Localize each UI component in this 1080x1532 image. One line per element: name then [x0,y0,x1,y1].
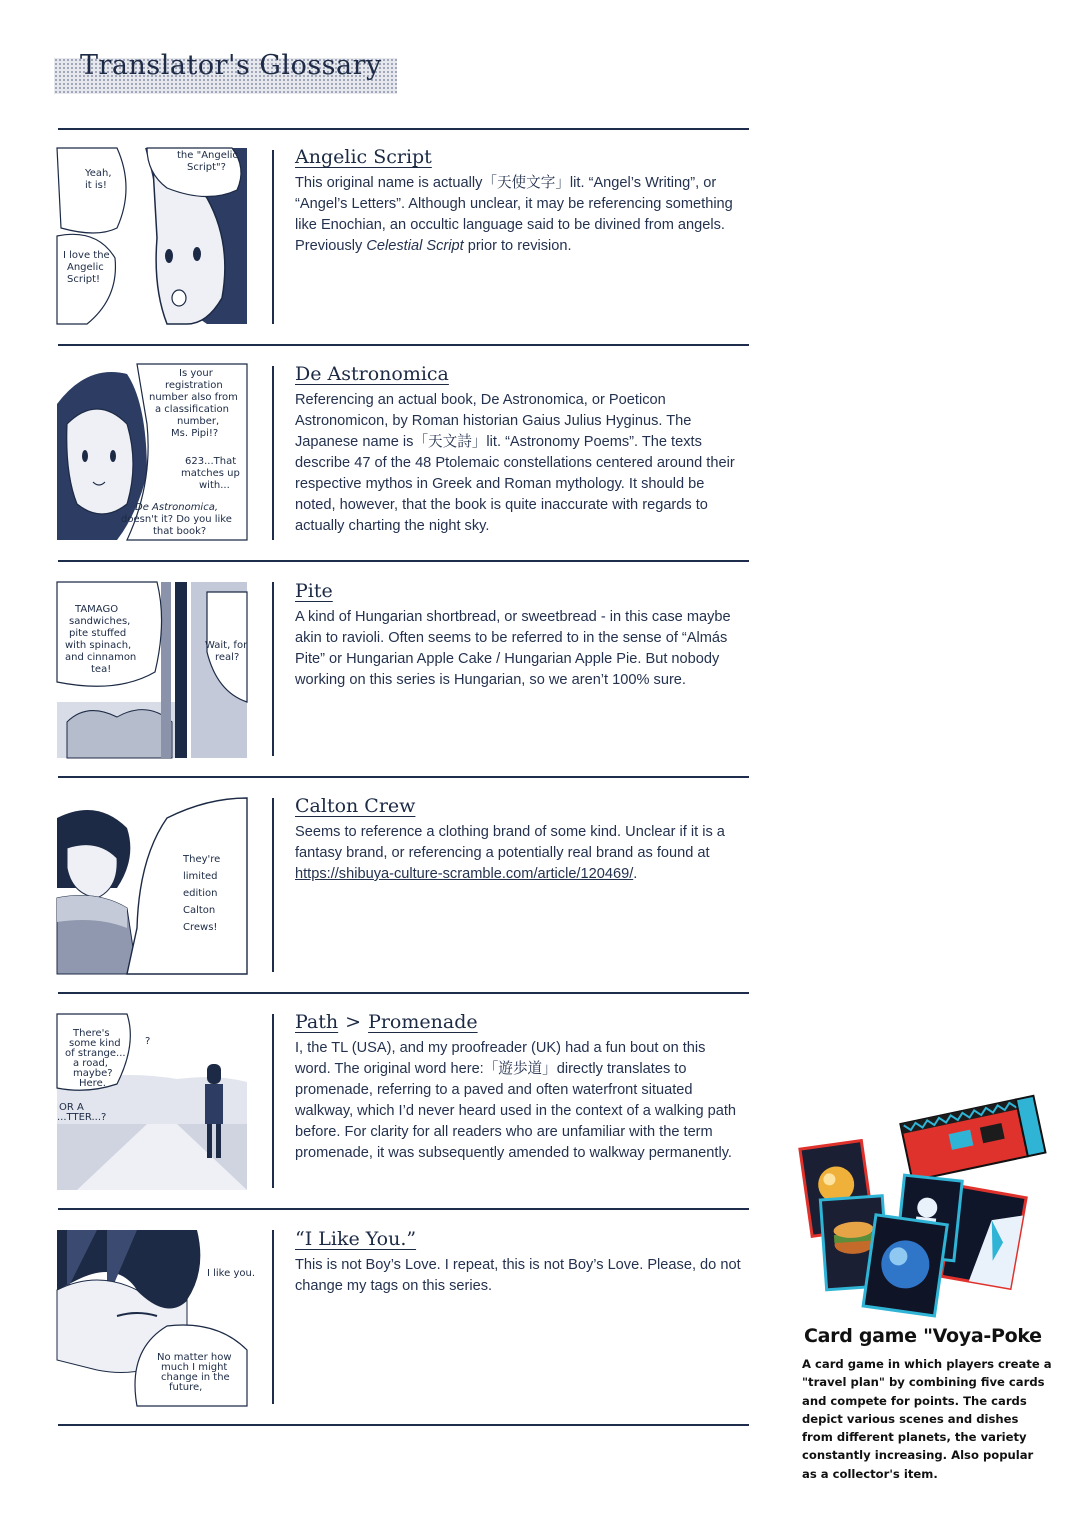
entry-title: “I Like You.” [295,1228,417,1250]
speech-bubble-text: I like you. [207,1268,256,1279]
entry-body: Referencing an actual book, De Astronomica, or Poeticon Astronomicon, by Roman historian Gaius Julius Hyginus. The Japanese name is「天文詩」lit. “Astronomy Poems”. The texts describe 47 of the 48 Ptolemaic constellations centered around their respective mythos in Greek and Roman mythology. It should be noted, however, that the book is quite inaccurate with regards to actually charting the night sky. [295,392,735,534]
speech-bubble-text: Ms. Pipi!? [171,428,219,439]
section-divider [58,128,749,130]
speech-bubble-text: Is your [179,368,213,379]
speech-bubble-text: ? [145,1036,151,1047]
speech-bubble-text: ...TTER...? [57,1112,107,1123]
column-separator [272,1230,274,1404]
entry-body: A kind of Hungarian shortbread, or sweetbread - in this case maybe akin to ravioli. Often seems to be referred to in the sense of “Almás Pite” or Hungarian Apple Cake / Hungarian Apple Pie. But nobody working on this series is Hungarian, so we aren’t 100% sure. [295,609,731,688]
column-separator [272,366,274,540]
speech-bubble-text: Crews! [183,922,218,933]
speech-bubble-text: OR A [59,1102,84,1113]
section-divider [58,560,749,562]
speech-bubble-text: Wait, for [205,640,248,651]
speech-bubble-text: Yeah, [85,168,112,179]
card-game-description: A card game in which players create a "travel plan" by combining five cards and compete for points. The cards depict various scenes and dishes from different planets, the variety constantly increasing. Also popular as a collector's item. [802,1357,1052,1481]
speech-bubble-text: with... [199,480,230,491]
speech-bubble-text: No matter how [157,1352,232,1363]
column-separator [272,1014,274,1188]
speech-bubble-text: limited [183,871,218,882]
speech-bubble-text: I love the [63,250,110,261]
card-game-title: Card game "Voya-Poke [804,1325,1042,1347]
entry-body: This original name is actually「天使文字」lit. “Angel’s Writing”, or “Angel’s Letters”. Although unclear, it may be referencing something like Enochian, an occultic language said to be divined from angels. Previously Celestial Script prior to revision. [295,175,733,254]
speech-bubble-text: a road, [73,1058,108,1069]
section-divider [58,776,749,778]
section-divider [58,1424,749,1426]
speech-bubble-text: that book? [153,526,207,537]
section-divider [58,344,749,346]
speech-bubble-text: a classification [155,404,229,415]
manga-panel-pite [57,582,247,758]
speech-bubble-text: Script! [67,274,101,285]
speech-bubble-text: 623...That [185,456,237,467]
speech-bubble-text: Script"? [187,162,226,173]
section-divider [58,992,749,994]
column-separator [272,798,274,972]
speech-bubble-text: pite stuffed [69,628,127,639]
card-game-illustration [800,1100,1050,1315]
speech-bubble-text: number also from [149,392,238,403]
speech-bubble-text: of strange... [65,1048,126,1059]
entry-title: Calton Crew [295,795,416,817]
speech-bubble-text: sandwiches, [69,616,131,627]
column-separator [272,150,274,324]
speech-bubble-text: TAMAGO [75,604,119,615]
speech-bubble-text: registration [165,380,223,391]
speech-bubble-text: There's [73,1028,110,1039]
speech-bubble-text: and cinnamon [65,652,137,663]
page-title: Translator's Glossary [80,50,382,81]
speech-bubble-text: edition [183,888,218,899]
speech-bubble-text: Here. [79,1078,106,1089]
speech-bubble-text: maybe? [73,1068,113,1079]
entry-body: This is not Boy’s Love. I repeat, this is not Boy’s Love. Please, do not change my tags on this series. [295,1257,741,1294]
entry-title: De Astronomica [295,363,449,385]
speech-bubble-text: with spinach, [65,640,132,651]
manga-panel-path-promenade [57,1014,247,1190]
entry-title: Angelic Script [295,146,432,168]
speech-bubble-text: De Astronomica, [135,502,219,513]
speech-bubble-text: doesn't it? Do you like [121,514,232,525]
manga-panel-de-astronomica [57,364,247,540]
speech-bubble-text: some kind [69,1038,121,1049]
speech-bubble-text: Calton [183,905,216,916]
column-separator [272,582,274,756]
speech-bubble-text: change in the [161,1372,230,1383]
speech-bubble-text: tea! [91,664,112,675]
reference-link[interactable]: https://shibuya-culture-scramble.com/article/120469/ [295,866,634,882]
speech-bubble-text: number, [177,416,220,427]
speech-bubble-text: matches up [181,468,240,479]
speech-bubble-text: Angelic [67,262,104,273]
speech-bubble-text: They're [183,854,221,865]
entry-title: Path > Promenade [295,1011,478,1033]
section-divider [58,1208,749,1210]
speech-bubble-text: much I might [161,1362,228,1373]
entry-body: Seems to reference a clothing brand of some kind. Unclear if it is a fantasy brand, or referencing a potentially real brand as found at https://shibuya-culture-scramble.com/article/120469/. [295,824,725,882]
manga-panel-i-like-you [57,1230,256,1406]
manga-panel-calton-crew [57,798,247,974]
manga-panel-angelic-script [57,148,247,324]
speech-bubble-text: real? [215,652,240,663]
entry-title: Pite [295,580,333,602]
entry-body: I, the TL (USA), and my proofreader (UK) had a fun bout on this word. The original word here:「遊歩道」directly translates to promenade, referring to a paved and often waterfront situated walkway, which I’d never heard used in the context of a walking path before. For clarity for all readers who are unfamiliar with the term promenade, it was subsequently amended to walkway permanently. [295,1040,737,1161]
speech-bubble-text: future, [169,1382,203,1393]
speech-bubble-text: it is! [85,180,107,191]
speech-bubble-text: the "Angelic [177,150,238,161]
